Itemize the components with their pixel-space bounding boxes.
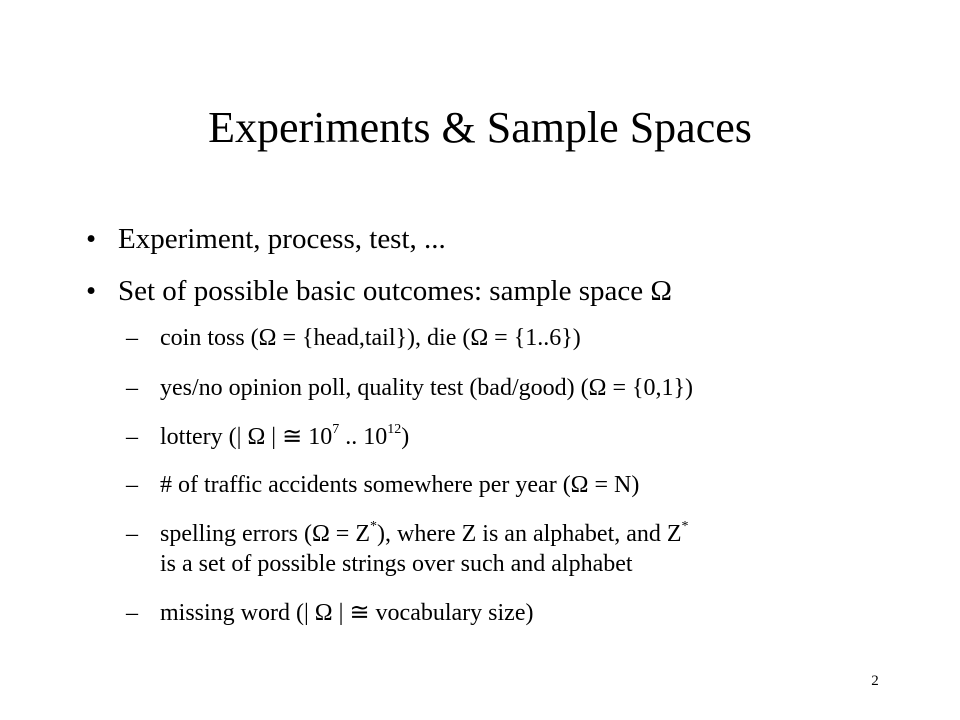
sub-item-text: coin toss (Ω = {head,tail}), die (Ω = {1..6}) (160, 325, 581, 351)
superscript: 7 (332, 422, 340, 437)
sub-item-text: yes/no opinion poll, quality test (bad/good) (Ω = {0,1}) (160, 375, 694, 401)
bullet-text: Set of possible basic outcomes: sample space Ω (118, 275, 672, 307)
text-segment: ), where Z is an alphabet, and Z (377, 521, 682, 547)
dash-icon: – (126, 521, 138, 547)
dash-icon: – (126, 325, 138, 351)
sub-item-text (160, 519, 689, 549)
text-segment: ) (401, 424, 410, 450)
text-segment: lottery (| Ω | ≅ 10 (160, 424, 333, 450)
bullet-icon: • (86, 223, 97, 255)
superscript: 12 (387, 422, 402, 437)
sub-item-text-line2: is a set of possible strings over such and alphabet (160, 551, 633, 577)
bullet-icon: • (86, 275, 97, 307)
sub-item-text (160, 422, 409, 452)
superscript: * (370, 519, 377, 534)
superscript: * (681, 519, 689, 534)
text-segment: .. 10 (339, 424, 388, 450)
page-number: 2 (871, 673, 879, 689)
dash-icon: – (126, 472, 138, 498)
sub-item-text: missing word (| Ω | ≅ vocabulary size) (160, 600, 534, 626)
dash-icon: – (126, 375, 138, 401)
text-segment: spelling errors (Ω = Z (160, 521, 370, 547)
dash-icon: – (126, 424, 138, 450)
slide-title: Experiments & Sample Spaces (208, 103, 752, 152)
sub-item-text: # of traffic accidents somewhere per year (Ω = N) (160, 472, 640, 498)
bullet-text: Experiment, process, test, ... (118, 223, 446, 255)
dash-icon: – (126, 600, 138, 626)
